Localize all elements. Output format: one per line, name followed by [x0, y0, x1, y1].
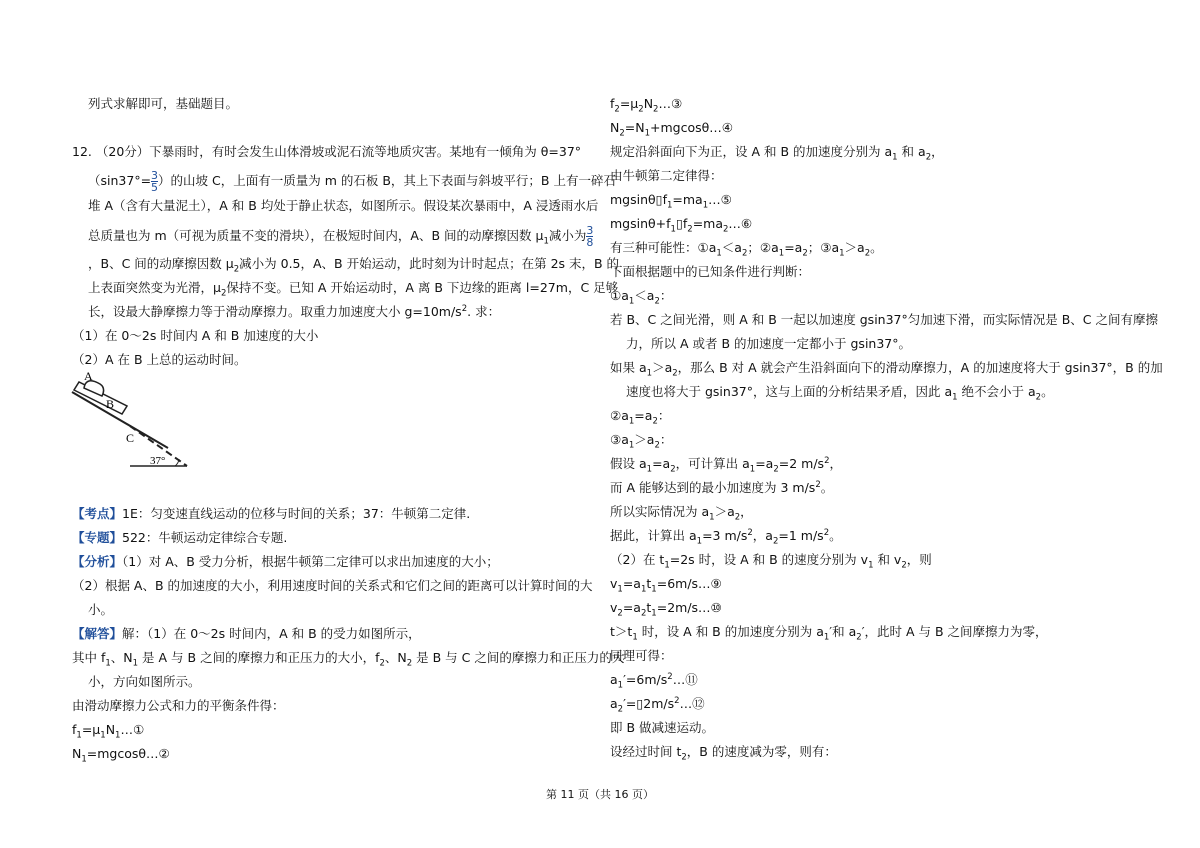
question-12-line: 堆 A（含有大量泥土），A 和 B 均处于静止状态，如图所示。假设某次暴雨中，A 浸透雨水后	[88, 198, 599, 213]
fenxi-line: 【分析】（1）对 A、B 受力分析，根据牛顿第二定律可以求出加速度的大小；	[72, 554, 499, 569]
equation-1: $f_1=\mu_1N_1\dots ①$	[72, 722, 145, 741]
text-line: 如果 $a_1>a_2$，那么 B 对 A 就会产生沿斜面向下的滑动摩擦力，A 的加速度将大于 gsin37°，B 的加	[610, 360, 1163, 379]
text-line: 力，所以 A 或者 B 的加速度一定都小于 gsin37°。	[626, 336, 911, 351]
text-line: （2）在 $t_1=2s$ 时，设 A 和 B 的速度分别为 $v_1$ 和 $v_2$，则	[610, 552, 932, 571]
page-footer: 第 11 页（共 16 页）	[546, 788, 654, 801]
text-line: 若 B、C 之间光滑，则 A 和 B 一起以加速度 gsin37°匀加速下滑，而实际情况是 B、C 之间有摩擦	[610, 312, 1158, 327]
text-line: 即 B 做减速运动。	[610, 720, 715, 735]
text-line: 规定沿斜面向下为正，设 A 和 B 的加速度分别为 $a_1$ 和 $a_2$，	[610, 144, 944, 163]
text-line: 设经过时间 $t_2$，B 的速度减为零，则有：	[610, 744, 837, 763]
text-line: $t>t_1$ 时，设 A 和 B 的加速度分别为 $a_1'$和 $a_2'$，此时 A 与 B 之间摩擦力为零，	[610, 624, 1048, 643]
jieda-line: 【解答】解：（1）在 0～2s 时间内，A 和 B 的受力如图所示，	[72, 626, 421, 641]
text-line: $③a_1>a_2$：	[610, 432, 673, 451]
text-line: 下面根据题中的已知条件进行判断：	[610, 264, 811, 279]
zhuanti-line: 【专题】522：牛顿运动定律综合专题.	[72, 530, 288, 545]
text-line: 假设 $a_1=a_2$，可计算出 $a_1=a_2=2$ $m/s^2$，	[610, 455, 842, 475]
fenxi-line: 小。	[88, 602, 114, 617]
incline-diagram	[70, 368, 200, 478]
question-12-line: （sin37°= $\frac{3}{5}$ ）的山坡 C，上面有一质量为 m 的石板 B，其上下表面与斜坡平行；B 上有一碎石	[88, 169, 616, 194]
label-b: B	[106, 397, 115, 411]
label-c: C	[126, 431, 135, 445]
equation-2: $N_1=mgcos\theta\dots ②$	[72, 746, 170, 765]
question-12-line: 长，设最大静摩擦力等于滑动摩擦力。取重力加速度大小 $g=10m/s^2$. 求：	[88, 303, 501, 319]
text-line: 同理可得：	[610, 648, 673, 663]
text-line: $①a_1<a_2$：	[610, 288, 673, 307]
label-a: A	[84, 369, 93, 383]
label-angle: 37°	[150, 455, 166, 467]
text-line: 而 A 能够达到的最小加速度为 3 $m/s^2$。	[610, 479, 834, 495]
text-line: 速度也将大于 gsin37°，这与上面的分析结果矛盾，因此 $a_1$ 绝不会小于 $a_2$。	[626, 384, 1054, 403]
jieda-line: 其中 $f_1$、$N_1$ 是 A 与 B 之间的摩擦力和正压力的大小，$f_2$、$N_2$ 是 B 与 C 之间的摩擦力和正压力的大	[72, 650, 625, 669]
equation-5: $mgsin\theta▯f_1=ma_1\dots ⑤$	[610, 192, 732, 211]
equation-6: $mgsin\theta+f_1▯f_2=ma_2\dots ⑥$	[610, 216, 753, 235]
equation-3: $f_2=\mu_2N_2\dots ③$	[610, 96, 683, 115]
equation-10: $v_2=a_2t_1=2m/s\dots ⑩$	[610, 600, 722, 619]
fenxi-line: （2）根据 A、B 的加速度的大小，利用速度时间的关系式和它们之间的距离可以计算时间的大	[72, 578, 593, 593]
text-line: 有三种可能性：$①a_1<a_2$；$②a_1=a_2$；$③a_1>a_2$。	[610, 240, 883, 259]
question-12-line: 12. （20分）下暴雨时，有时会发生山体滑坡或泥石流等地质灾害。某地有一倾角为 θ=37°	[72, 144, 582, 159]
question-12-line: 上表面突然变为光滑，$\mu_2$保持不变。已知 A 开始运动时，A 离 B 下边缘的距离 l=27m，C 足够	[88, 280, 619, 299]
equation-11: $a_1'=6m/s^2\dots ⑪$	[610, 671, 698, 691]
equation-9: $v_1=a_1t_1=6m/s\dots ⑨$	[610, 576, 722, 595]
text-line: $②a_1=a_2$：	[610, 408, 671, 427]
question-part-1: （1）在 0～2s 时间内 A 和 B 加速度的大小	[72, 328, 319, 343]
equation-12: $a_2'=▯2m/s^2\dots ⑫$	[610, 695, 705, 715]
text-line: 据此，计算出 $a_1=3$ $m/s^2$，$a_2=1$ $m/s^2$。	[610, 527, 842, 547]
text-line: 列式求解即可，基础题目。	[88, 96, 239, 111]
equation-4: $N_2=N_1+mgcos\theta\dots ④$	[610, 120, 734, 139]
incline-line	[72, 392, 168, 448]
question-part-2: （2）A 在 B 上总的运动时间。	[72, 352, 247, 367]
jieda-line: 小，方向如图所示。	[88, 674, 201, 689]
jieda-line: 由滑动摩擦力公式和力的平衡条件得：	[72, 698, 285, 713]
kaodian-line: 【考点】1E：匀变速直线运动的位移与时间的关系；37：牛顿第二定律.	[72, 506, 471, 521]
question-12-line: ，B、C 间的动摩擦因数 $\mu_2$减小为 0.5，A、B 开始运动，此时刻为计时起点；在第 2s 末，B 的	[88, 256, 620, 275]
text-line: 由牛顿第二定律得：	[610, 168, 723, 183]
text-line: 所以实际情况为 $a_1>a_2$，	[610, 504, 753, 523]
question-12-line: 总质量也为 m（可视为质量不变的滑块），在极短时间内，A、B 间的动摩擦因数 $\mu_1$减小为 $\frac{3}{8}$	[88, 224, 594, 249]
